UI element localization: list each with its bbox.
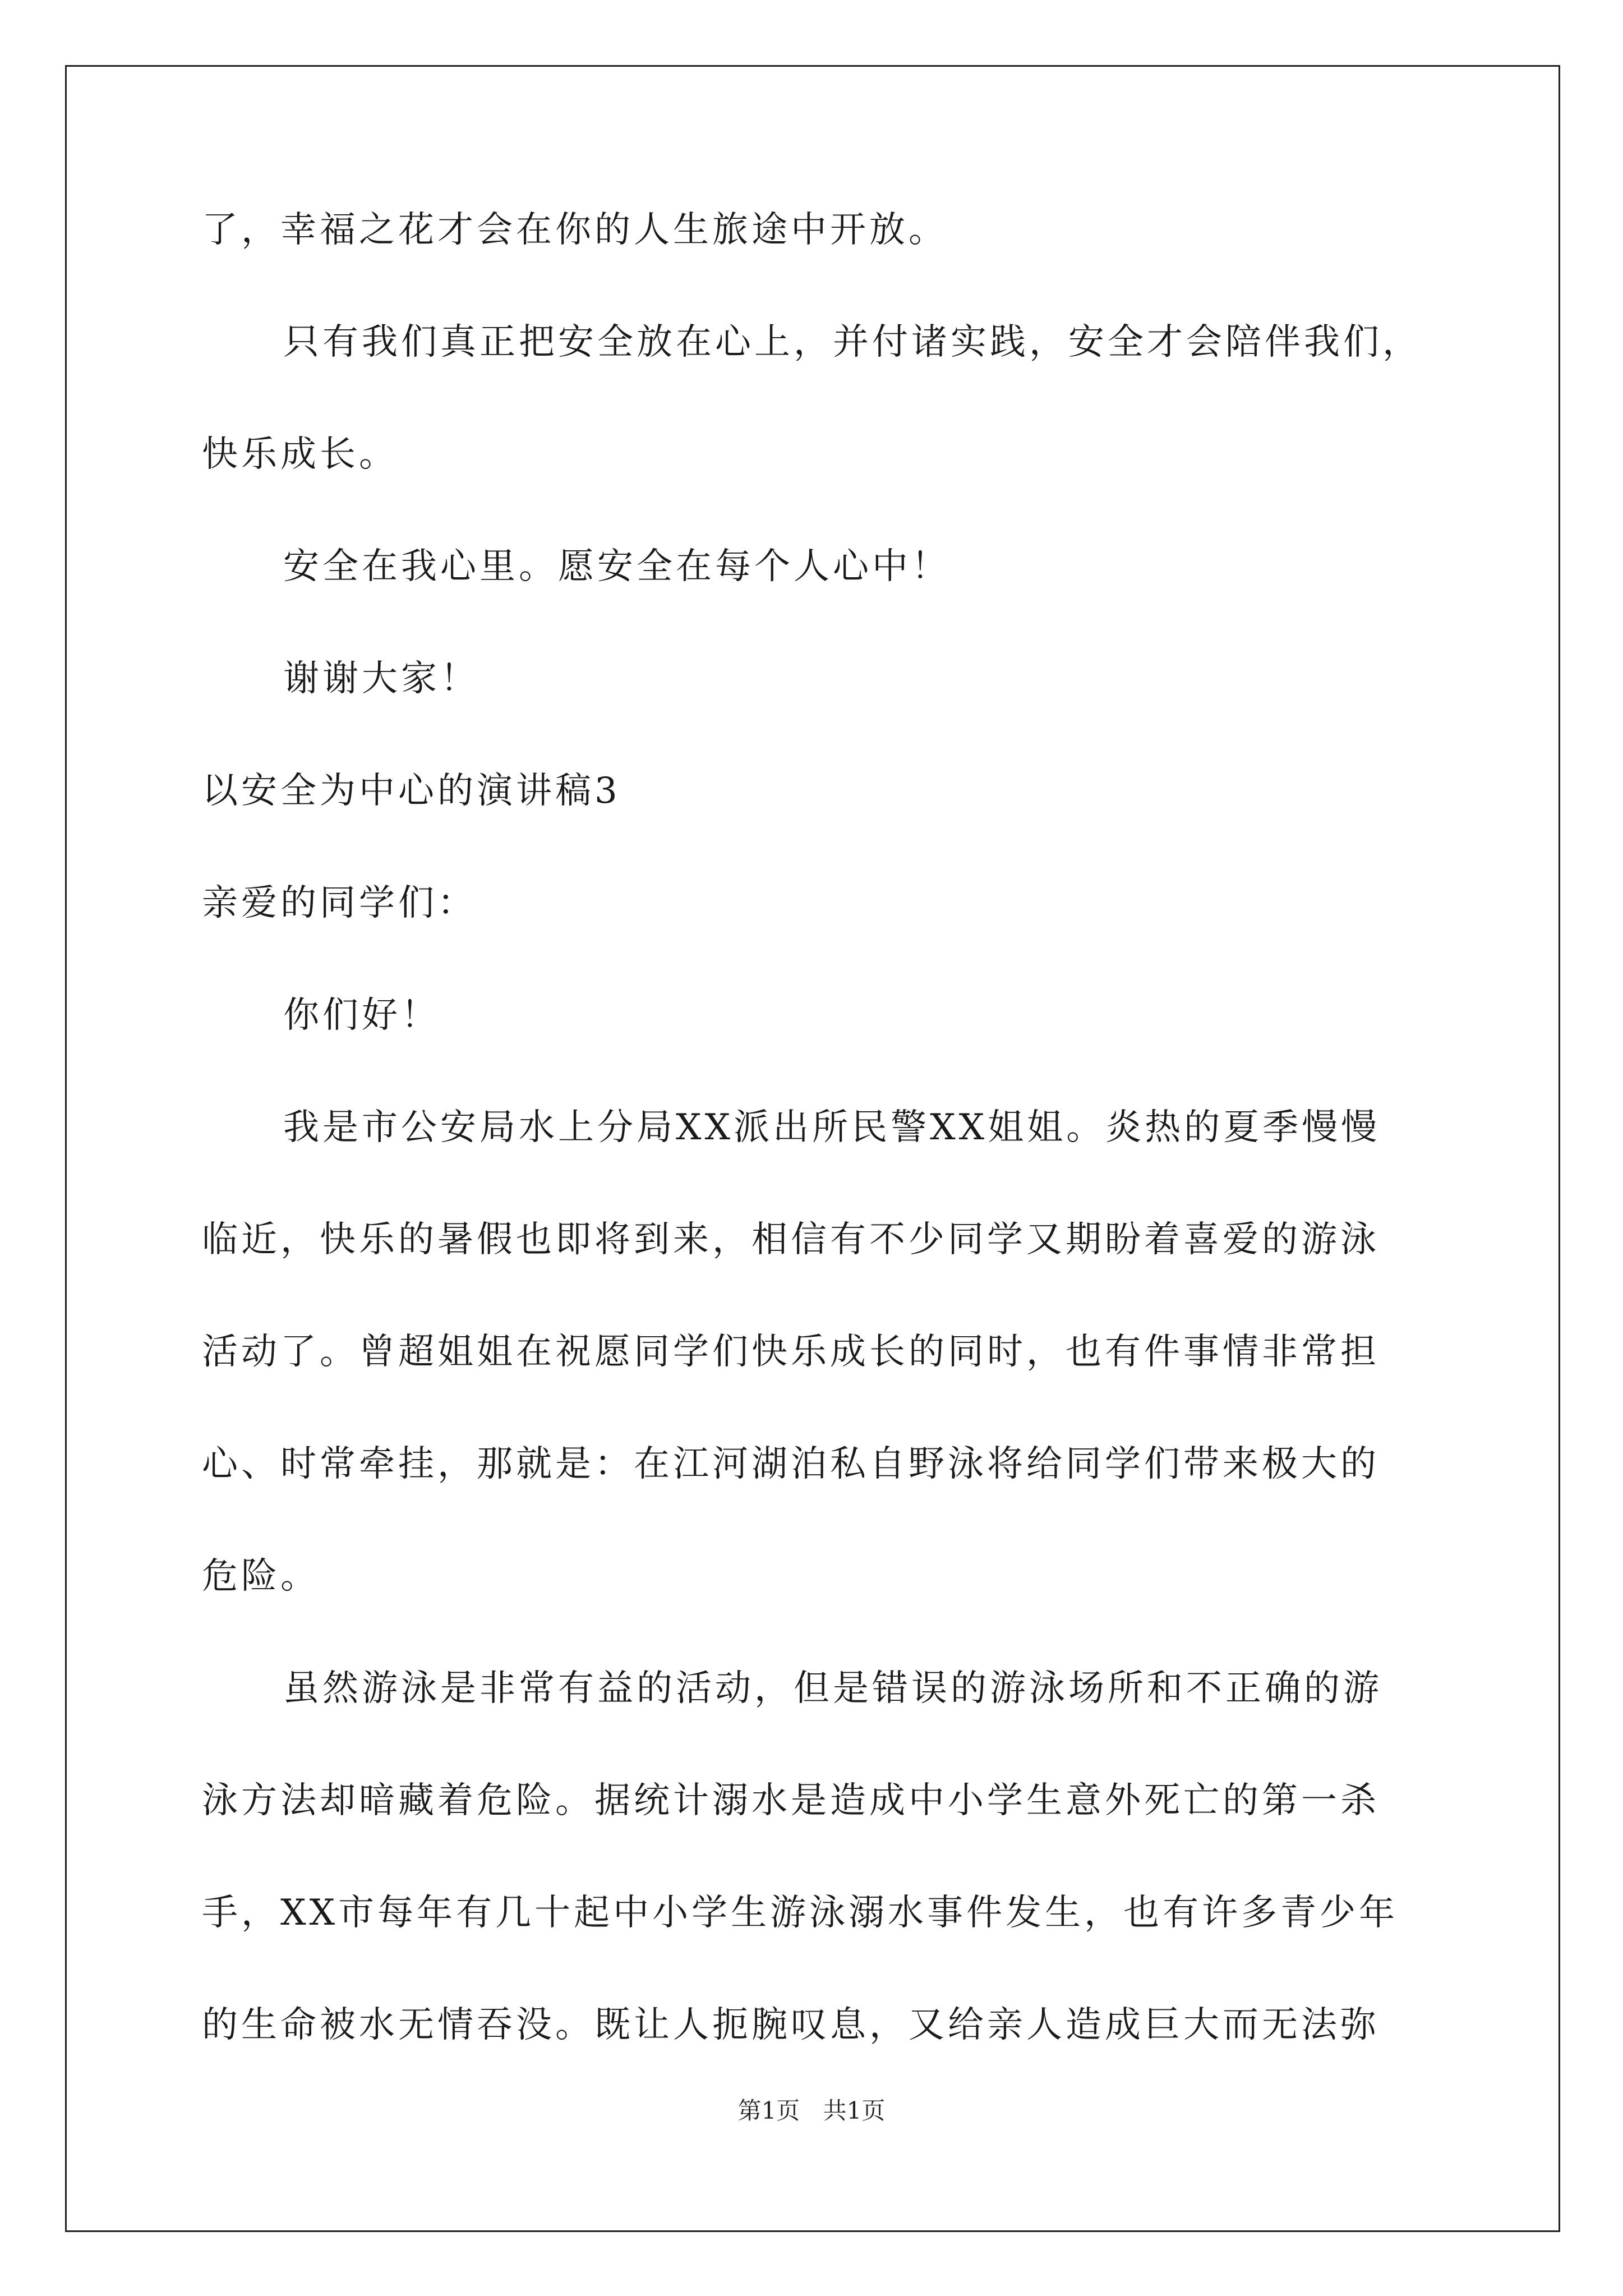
- paragraph-line: 谢谢大家！: [283, 658, 479, 700]
- paragraph-line: 了，幸福之花才会在你的人生旅途中开放。: [202, 209, 948, 251]
- section-heading: 以安全为中心的演讲稿3: [202, 770, 621, 812]
- paragraph-line: 安全在我心里。愿安全在每个人心中！: [283, 546, 951, 587]
- page-count: 共1页: [823, 2097, 886, 2124]
- paragraph-line: 泳方法却暗藏着危险。据统计溺水是造成中小学生意外死亡的第一杀: [202, 1780, 1380, 1821]
- page-footer: [0, 2092, 1623, 2126]
- paragraph-line: 活动了。曾超姐姐在祝愿同学们快乐成长的同时，也有件事情非常担: [202, 1331, 1380, 1373]
- paragraph-line: 快乐成长。: [202, 434, 398, 475]
- paragraph-line: 心、时常牵挂，那就是：在江河湖泊私自野泳将给同学们带来极大的: [202, 1443, 1380, 1485]
- paragraph-line: 的生命被水无情吞没。既让人扼腕叹息，又给亲人造成巨大而无法弥: [202, 2004, 1380, 2046]
- paragraph-line: 虽然游泳是非常有益的活动，但是错误的游泳场所和不正确的游: [283, 1668, 1382, 1709]
- paragraph-line: 危险。: [202, 1556, 320, 1597]
- paragraph-line: 临近，快乐的暑假也即将到来，相信有不少同学又期盼着喜爱的游泳: [202, 1219, 1380, 1260]
- greeting: 你们好！: [283, 995, 440, 1036]
- paragraph-line: 手，XX市每年有几十起中小学生游泳溺水事件发生，也有许多青少年: [202, 1892, 1399, 1934]
- salutation: 亲爱的同学们：: [202, 882, 477, 924]
- paragraph-line: 只有我们真正把安全放在心上，并付诸实践，安全才会陪伴我们，: [283, 321, 1422, 363]
- page-number: 第1页: [737, 2097, 800, 2124]
- paragraph-line: 我是市公安局水上分局XX派出所民警XX姐姐。炎热的夏季慢慢: [283, 1107, 1381, 1148]
